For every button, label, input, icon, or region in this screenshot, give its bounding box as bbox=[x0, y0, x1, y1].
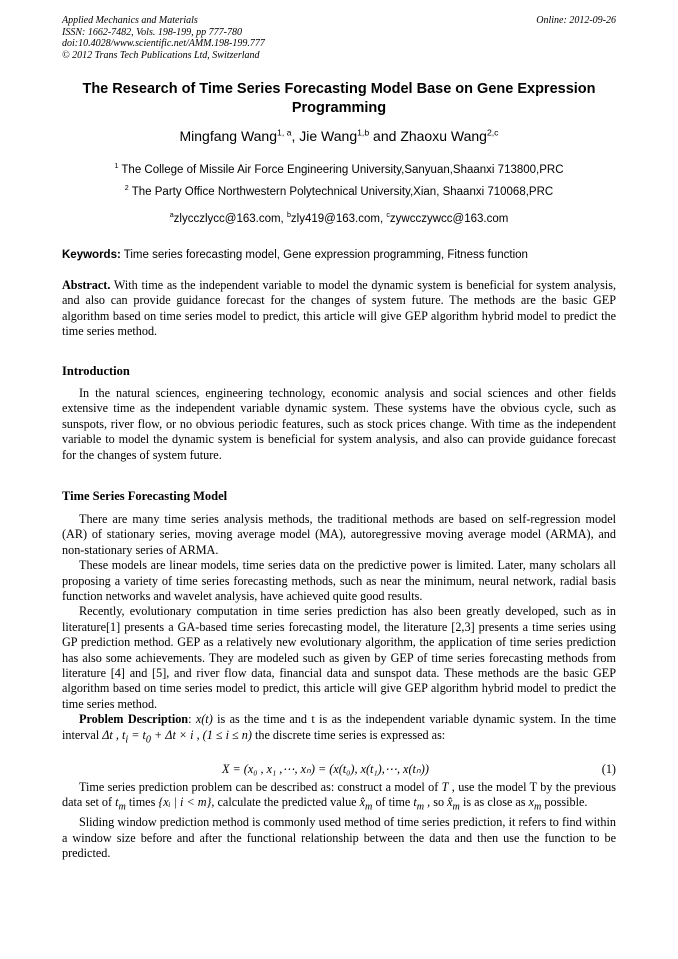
author-sup: 1,b bbox=[357, 127, 370, 138]
text-run: , use the model T by the previous data set of bbox=[62, 780, 616, 810]
problem-label: Problem Description bbox=[79, 712, 189, 727]
affiliation-text: The College of Missile Air Force Engineering University,Sanyuan,Shaanxi 713800,PRC bbox=[121, 164, 564, 176]
paragraph: Recently, evolutionary computation in time series prediction has also been greatly developed, such as in literature[1] presents a GA-based time series forecasting model, the literature [2,3] presents a time series using GP prediction method. GEP as a relatively new evolutionary algorithm, the application of time series prediction has also some achievements. They are modeled such as given by GEP of time series forecasting methods from literature [4] and [5], and river flow data, financial data and sunspot data. These methods are the basic GEP algorithm based on time series model to predict, this article will give GEP algorithm hybrid model to predict the time series method. bbox=[62, 604, 616, 711]
email-sup: c bbox=[386, 211, 390, 220]
paragraph: These models are linear models, time series data on the predictive power is limited. Later, many scholars all proposing a variety of time series forecasting methods, such as near the minimum, neural network, radial basis function networks and wavelet analysis, have achieved quite good results. bbox=[62, 558, 616, 604]
math-inline: = t bbox=[128, 727, 146, 742]
punct: : bbox=[188, 712, 196, 727]
issn-line: ISSN: 1662-7482, Vols. 198-199, pp 777-780 bbox=[62, 26, 242, 38]
author-separator: , bbox=[291, 128, 300, 144]
math-sub: m bbox=[118, 801, 126, 813]
paper-title: The Research of Time Series Forecasting Model Base on Gene Expression Programming bbox=[82, 81, 596, 116]
introduction-heading: Introduction bbox=[62, 364, 130, 378]
abstract-text: With time as the independent variable to model the dynamic system is beneficial for system analysis, and also can provide guidance forecast for the changes of system future. The methods are the basic GEP algorithm based on time series model to predict, this article will give GEP algorithm hybrid model to predict the time series method. bbox=[62, 278, 616, 339]
paragraph bbox=[62, 780, 616, 815]
author-sup: 1, a bbox=[277, 127, 292, 138]
doi-line: doi:10.4028/www.scientific.net/AMM.198-199.777 bbox=[62, 38, 265, 49]
paragraph: In the natural sciences, engineering technology, economic analysis and social sciences and other fields extensive time as the independent variable dynamic system. These systems have the obvious cycle, such as sunspots, river flow, or no obvious periodic features, such as stock prices change. With time as the independent variable to model the dynamic system is beneficial for system analysis, and also can provide guidance forecast for the changes of system future. bbox=[62, 386, 616, 462]
text-run: , so bbox=[424, 795, 448, 810]
abstract-label: Abstract. bbox=[62, 278, 111, 292]
email-text: zly419@163.com, bbox=[290, 213, 387, 225]
problem-description bbox=[62, 712, 616, 747]
paragraph: Sliding window prediction method is commonly used method of time series prediction, it refers to find within a window size before and after the functional relationship between the data and then use the function to be predicted. bbox=[62, 815, 616, 861]
online-date: Online: 2012-09-26 bbox=[536, 15, 616, 26]
keywords bbox=[62, 249, 616, 261]
copyright-line: © 2012 Trans Tech Publications Ltd, Switzerland bbox=[62, 49, 260, 61]
math-inline: T bbox=[441, 780, 449, 794]
author-name: Jie Wang bbox=[299, 128, 358, 144]
text-run: possible. bbox=[541, 795, 588, 810]
text-run: Time series prediction problem can be described as: construct a model of bbox=[79, 780, 442, 794]
equation-number: (1) bbox=[601, 762, 616, 776]
text-run: is as the time and t is as the independent variable dynamic system. In the time interval bbox=[62, 712, 616, 742]
author-list bbox=[62, 128, 616, 144]
math-sub: i bbox=[125, 734, 129, 746]
equation-body: X = (x₀ , x₁ ,⋯, xₙ) = (x(t₀), x(t₁),⋯, x(tₙ)) bbox=[222, 762, 429, 776]
introduction-body bbox=[62, 386, 616, 463]
email-sup: b bbox=[286, 211, 291, 220]
math-sub: 0 bbox=[145, 734, 151, 746]
math-sub: m bbox=[365, 801, 373, 813]
email-text: zlycczlycc@163.com, bbox=[173, 213, 287, 225]
math-inline: t bbox=[413, 795, 417, 810]
math-sub: m bbox=[416, 801, 425, 813]
section-body-cont bbox=[62, 780, 616, 861]
text-run: is as close as bbox=[459, 795, 529, 810]
email-line bbox=[62, 213, 616, 225]
keywords-text: Time series forecasting model, Gene expression programming, Fitness function bbox=[120, 249, 528, 261]
text-run: times bbox=[125, 795, 159, 810]
math-inline: x̂ bbox=[359, 795, 366, 810]
math-inline: {xᵢ | i < m} bbox=[158, 795, 212, 810]
paragraph: There are many time series analysis methods, the traditional methods are based on self-regression model (AR) of stationary series, moving average model (MA), autoregressive moving average model (ARMA), and non-stationary series of ARMA. bbox=[62, 512, 616, 557]
journal-header bbox=[62, 15, 616, 61]
text-run: , calculate the predicted value bbox=[211, 795, 360, 810]
math-inline: x̂ bbox=[447, 795, 453, 810]
author-name: Zhaoxu Wang bbox=[400, 128, 487, 144]
affiliation-2 bbox=[62, 186, 616, 198]
affiliation-text: The Party Office Northwestern Polytechnical University,Xian, Shaanxi 710068,PRC bbox=[131, 186, 554, 198]
author-sup: 2,c bbox=[486, 127, 499, 138]
section-heading: Time Series Forecasting Model bbox=[62, 489, 228, 503]
math-sub: m bbox=[534, 801, 542, 813]
keywords-label: Keywords: bbox=[62, 249, 121, 261]
math-inline: x(t) bbox=[195, 712, 213, 727]
email-text: zywcczywcc@163.com bbox=[389, 213, 509, 225]
section-body bbox=[62, 512, 616, 748]
text-run: of time bbox=[372, 795, 414, 810]
math-inline: t bbox=[115, 795, 119, 810]
author-name: Mingfang Wang bbox=[179, 128, 278, 144]
author-separator: and bbox=[369, 128, 401, 144]
math-inline: + Δt × i , (1 ≤ i ≤ n) bbox=[150, 727, 252, 742]
text-run: the discrete time series is expressed as: bbox=[251, 727, 446, 742]
math-sub: m bbox=[452, 801, 460, 813]
affiliation-sup: 1 bbox=[114, 162, 119, 171]
abstract bbox=[62, 278, 616, 340]
journal-name: Applied Mechanics and Materials bbox=[62, 15, 198, 26]
affiliation-1 bbox=[62, 164, 616, 176]
email-sup: a bbox=[169, 211, 174, 220]
math-inline: Δt , t bbox=[102, 727, 126, 742]
math-inline: x bbox=[528, 795, 535, 810]
affiliation-sup: 2 bbox=[124, 184, 129, 193]
